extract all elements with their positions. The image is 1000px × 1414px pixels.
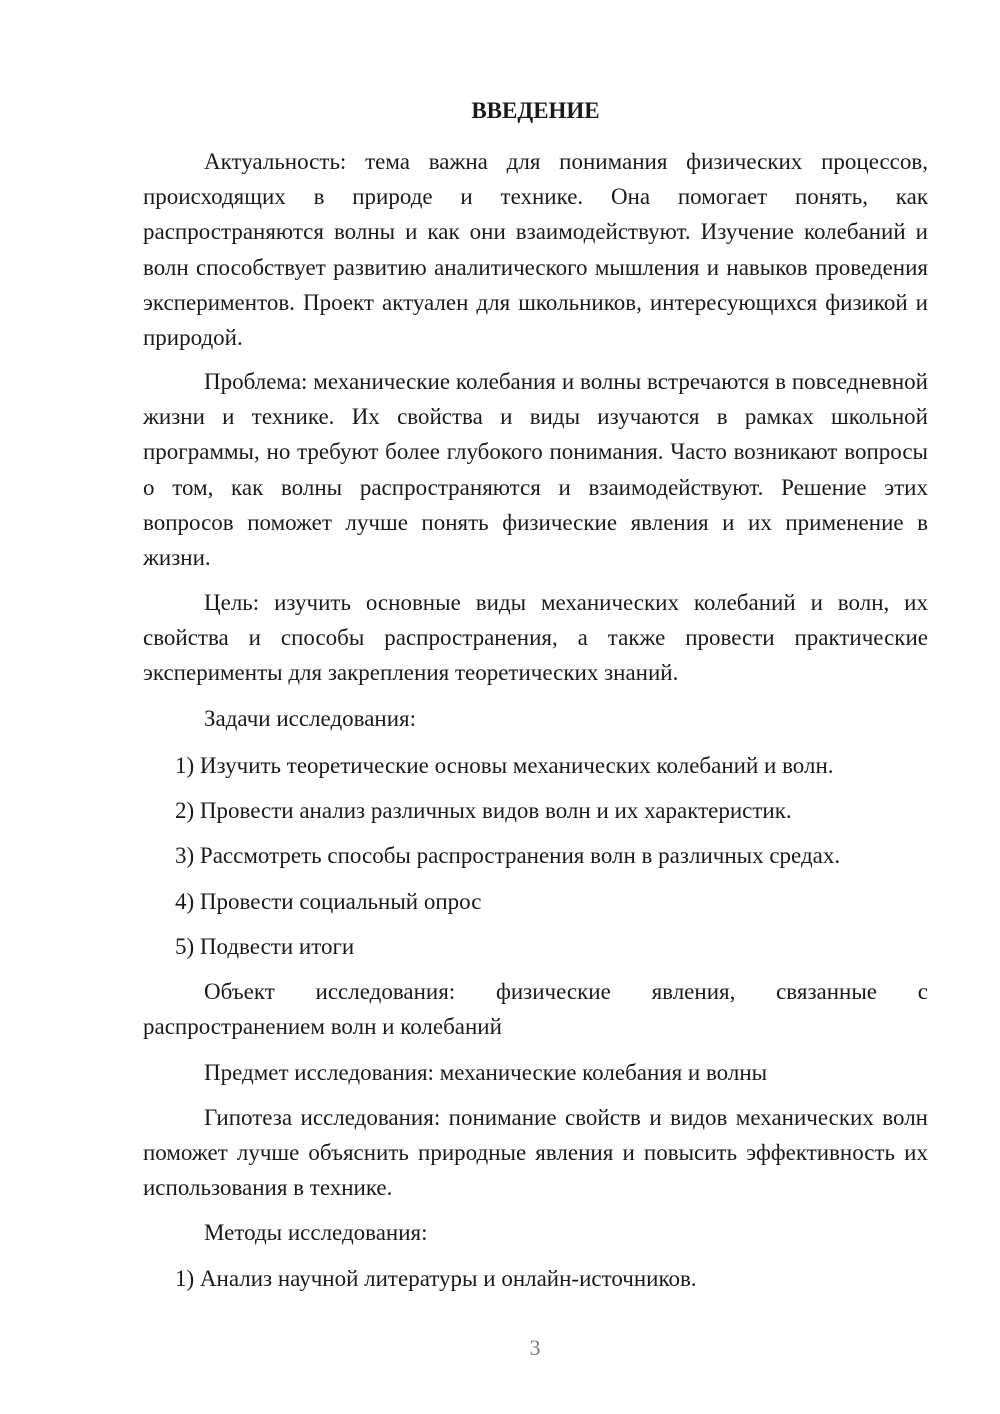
task-item: 2) Провести анализ различных видов волн и их характеристик. (175, 798, 792, 823)
task-item: 4) Провести социальный опрос (175, 889, 482, 914)
task-item: 3) Рассмотреть способы распространения волн в различных средах. (175, 843, 841, 868)
object-paragraph: Объект исследования: физические явления, связанные с распространением волн и колебаний (143, 979, 928, 1040)
tasks-heading: Задачи исследования: (204, 706, 417, 731)
methods-heading: Методы исследования: (204, 1220, 428, 1245)
page-number: 3 (529, 1335, 541, 1360)
goal-paragraph: Цель: изучить основные виды механических колебаний и волн, их свойства и способы распространения, а также провести практические эксперименты для закрепления теоретических знаний. (143, 590, 928, 686)
section-title: ВВЕДЕНИЕ (471, 98, 600, 123)
problem-paragraph: Проблема: механические колебания и волны встречаются в повседневной жизни и технике. Их свойства и виды изучаются в рамках школьной программы, но требуют более глубокого понимания. Часто возникают вопросы о том, как волны распространяются и взаимодействуют. Решение этих вопросов поможет лучше понять физические явления и их применение в жизни. (143, 369, 928, 571)
method-item: 1) Анализ научной литературы и онлайн-источников. (175, 1266, 697, 1291)
hypothesis-paragraph: Гипотеза исследования: понимание свойств и видов механических волн поможет лучше объяснить природные явления и повысить эффективность их использования в технике. (143, 1105, 928, 1201)
task-item: 5) Подвести итоги (175, 934, 355, 959)
relevance-paragraph: Актуальность: тема важна для понимания физических процессов, происходящих в природе и технике. Она помогает понять, как распространяются волны и как они взаимодействуют. Изучение колебаний и волн способствует развитию аналитического мышления и навыков проведения экспериментов. Проект актуален для школьников, интересующихся физикой и природой. (143, 149, 928, 351)
subject-paragraph: Предмет исследования: механические колебания и волны (204, 1060, 768, 1085)
task-item: 1) Изучить теоретические основы механических колебаний и волн. (175, 753, 834, 778)
